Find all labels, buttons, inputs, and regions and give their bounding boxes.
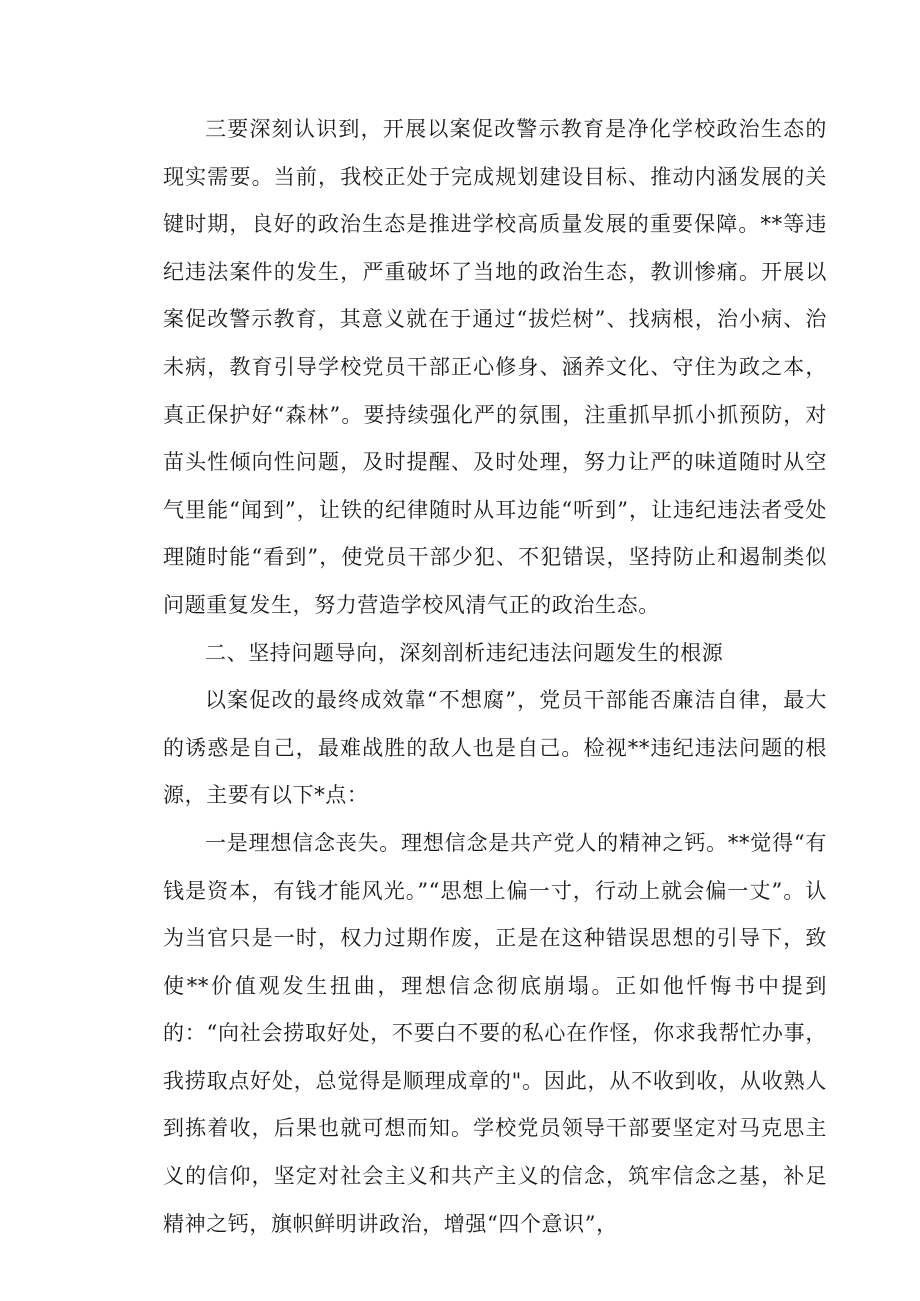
paragraph-no-desire-to-corrupt: 以案促改的最终成效靠“不想腐”，党员干部能否廉洁自律，最大的诱惑是自己，最难战胜的敌人也是自己。检视**违纪违法问题的根源，主要有以下*点： [163, 688, 827, 808]
document-body [163, 106, 827, 1248]
section-heading-root-causes: 二、坚持问题导向，深刻剖析违纪违法问题发生的根源 [205, 640, 724, 665]
paragraph-political-ecology: 三要深刻认识到，开展以案促改警示教育是净化学校政治生态的现实需要。当前，我校正处于完成规划建设目标、推动内涵发展的关键时期，良好的政治生态是推进学校高质量发展的重要保障。**等违纪违法案件的发生，严重破坏了当地的政治生态，教训惨痛。开展以案促改警示教育，其意义就在于通过“拔烂树”、找病根，治小病、治未病，教育引导学校党员干部正心修身、涵养文化、守住为政之本，真正保护好“森林”。要持续强化严的氛围，注重抓早抓小抓预防，对苗头性倾向性问题，及时提醒、及时处理，努力让严的味道随时从空气里能“闻到”，让铁的纪律随时从耳边能“听到”，让违纪违法者受处理随时能“看到”，使党员干部少犯、不犯错误，坚持防止和遏制类似问题重复发生，努力营造学校风清气正的政治生态。 [163, 117, 827, 617]
paragraph-loss-of-ideals: 一是理想信念丧失。理想信念是共产党人的精神之钙。**觉得“有钱是资本，有钱才能风光。”“思想上偏一寸，行动上就会偏一丈”。认为当官只是一时，权力过期作废，正是在这种错误思想的引导下，致使**价值观发生扭曲，理想信念彻底崩塌。正如他忏悔书中提到的：“向社会捞取好处，不要白不要的私心在作怪，你求我帮忙办事，我捞取点好处，总觉得是顺理成章的"。因此，从不收到收，从收熟人到拣着收，后果也就可想而知。学校党员领导干部要坚定对马克思主义的信仰，坚定对社会主义和共产主义的信念，筑牢信念之基，补足精神之钙，旗帜鲜明讲政治，增强“四个意识”， [163, 830, 827, 1236]
